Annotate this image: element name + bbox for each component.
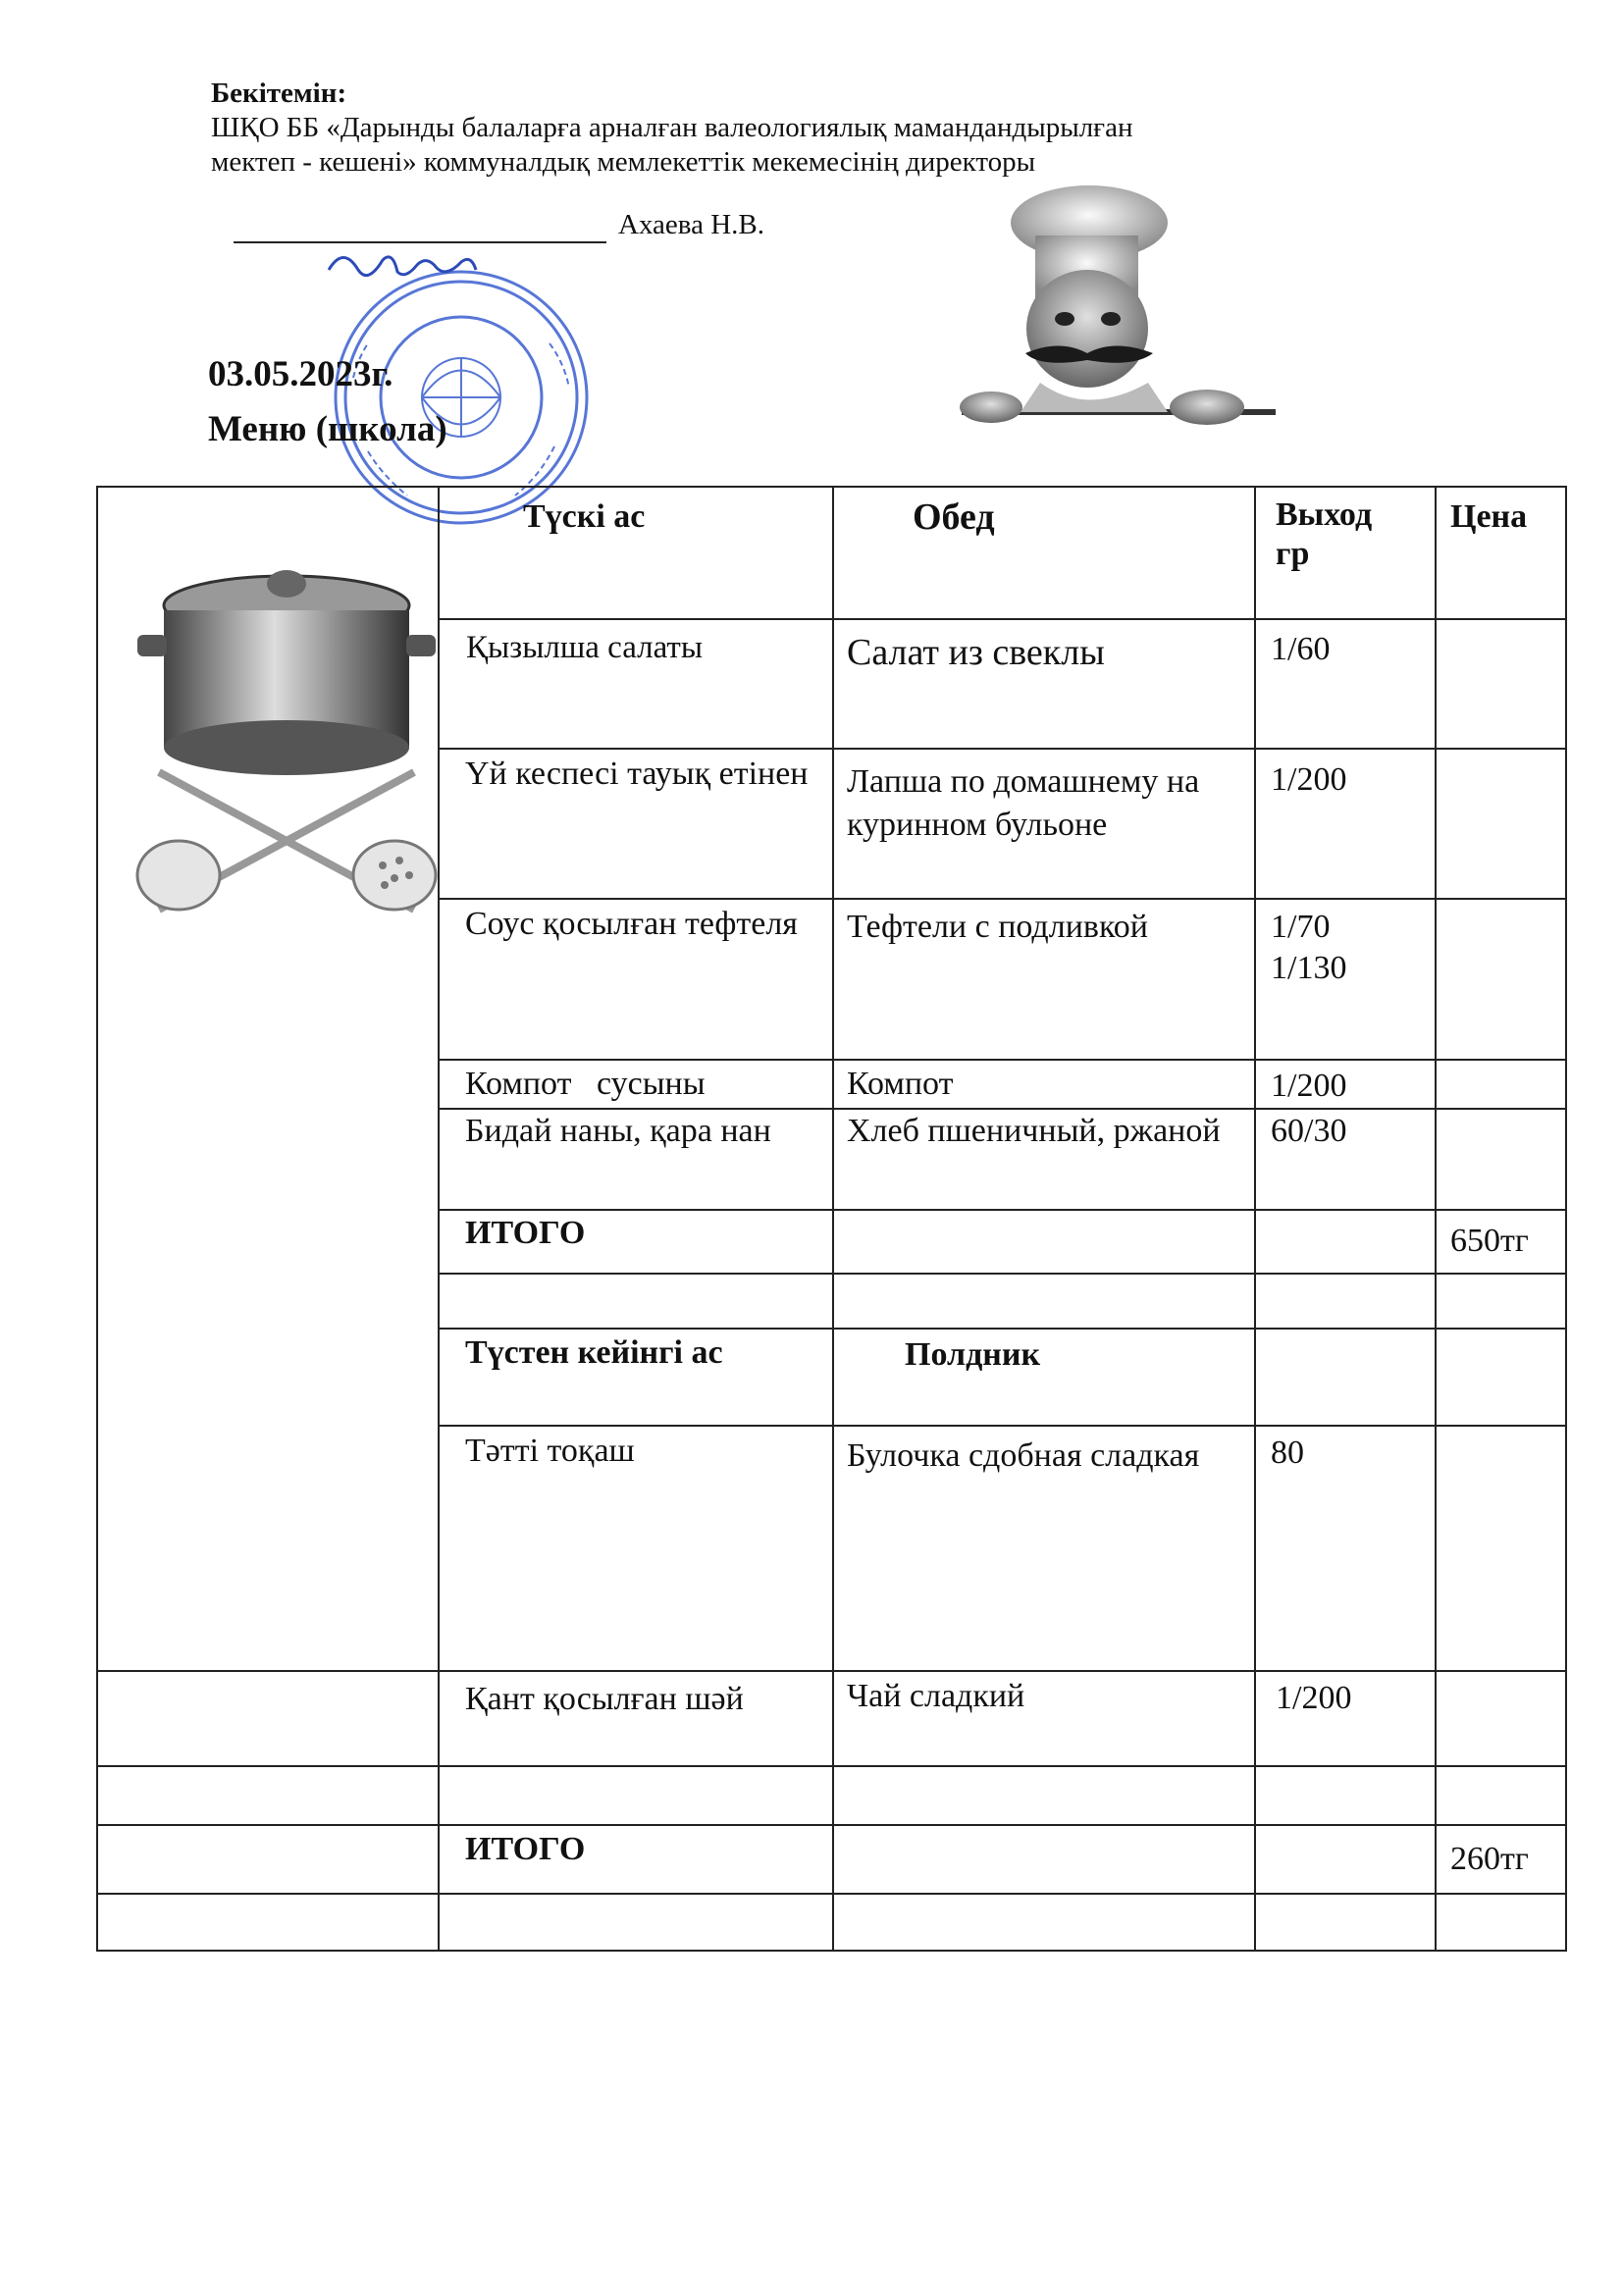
director-name: Ахаева Н.В. <box>618 209 765 240</box>
menu-title: Меню (школа) <box>208 409 447 449</box>
snack-header-kk: Түстен кейінгі ас <box>465 1334 723 1371</box>
snack-item-2-kk: Қант қосылған шәй <box>465 1681 744 1717</box>
snack-total-price: 260тг <box>1450 1841 1529 1877</box>
header-kk: Түскі ас <box>523 498 646 535</box>
snack-item-2-ru: Чай сладкий <box>847 1678 1025 1714</box>
approval-header <box>211 77 1487 180</box>
lunch-item-5-weight: 60/30 <box>1271 1113 1347 1149</box>
cooking-pot-icon <box>120 527 453 919</box>
lunch-item-3-ru: Тефтели с подливкой <box>847 909 1148 945</box>
lunch-item-2-weight: 1/200 <box>1271 761 1347 798</box>
org-line-1: ШҚО ББ «Дарынды балаларға арналған валеологиялық мамандандырылған <box>211 112 1133 143</box>
org-line-2: мектеп - кешені» коммуналдық мемлекеттік мекемесінің директоры <box>211 146 1036 178</box>
snack-total-label: ИТОГО <box>465 1831 586 1867</box>
lunch-item-4-weight: 1/200 <box>1271 1068 1347 1104</box>
snack-item-2-weight: 1/200 <box>1276 1680 1352 1716</box>
lunch-item-5-ru: Хлеб пшеничный, ржаной <box>847 1113 1221 1149</box>
menu-date: 03.05.2023г. <box>208 354 393 394</box>
lunch-item-1-kk: Қызылша салаты <box>466 630 704 665</box>
lunch-item-4-kk: Компот сусыны <box>465 1066 706 1102</box>
snack-header-ru: Полдник <box>905 1336 1041 1373</box>
lunch-item-3-kk: Соус қосылған тефтеля <box>465 906 798 942</box>
lunch-total-label: ИТОГО <box>465 1215 586 1251</box>
snack-item-1-kk: Тәтті тоқаш <box>465 1433 635 1469</box>
lunch-item-1-weight: 1/60 <box>1271 631 1331 667</box>
signature-line <box>234 241 606 243</box>
snack-item-1-weight: 80 <box>1271 1435 1304 1471</box>
lunch-item-2-ru: Лапша по домашнему на куринном бульоне <box>847 763 1200 843</box>
chef-illustration-icon <box>922 182 1305 437</box>
lunch-item-2-kk: Үй кеспесі тауық етінен <box>465 756 809 792</box>
approve-label: Бекітемін: <box>211 78 347 109</box>
lunch-item-5-kk: Бидай наны, қара нан <box>465 1113 771 1149</box>
header-price: Цена <box>1450 498 1528 535</box>
lunch-item-3-weight-2: 1/130 <box>1271 950 1347 986</box>
header-ru: Обед <box>913 496 995 538</box>
lunch-item-1-ru: Салат из свеклы <box>847 632 1105 673</box>
lunch-total-price: 650тг <box>1450 1223 1529 1259</box>
lunch-item-3-weight-1: 1/70 <box>1271 909 1331 945</box>
snack-item-1-ru: Булочка сдобная сладкая <box>847 1437 1200 1474</box>
header-weight: Выход гр <box>1276 496 1373 572</box>
lunch-item-4-ru: Компот <box>847 1066 954 1102</box>
menu-table <box>96 486 1567 1952</box>
